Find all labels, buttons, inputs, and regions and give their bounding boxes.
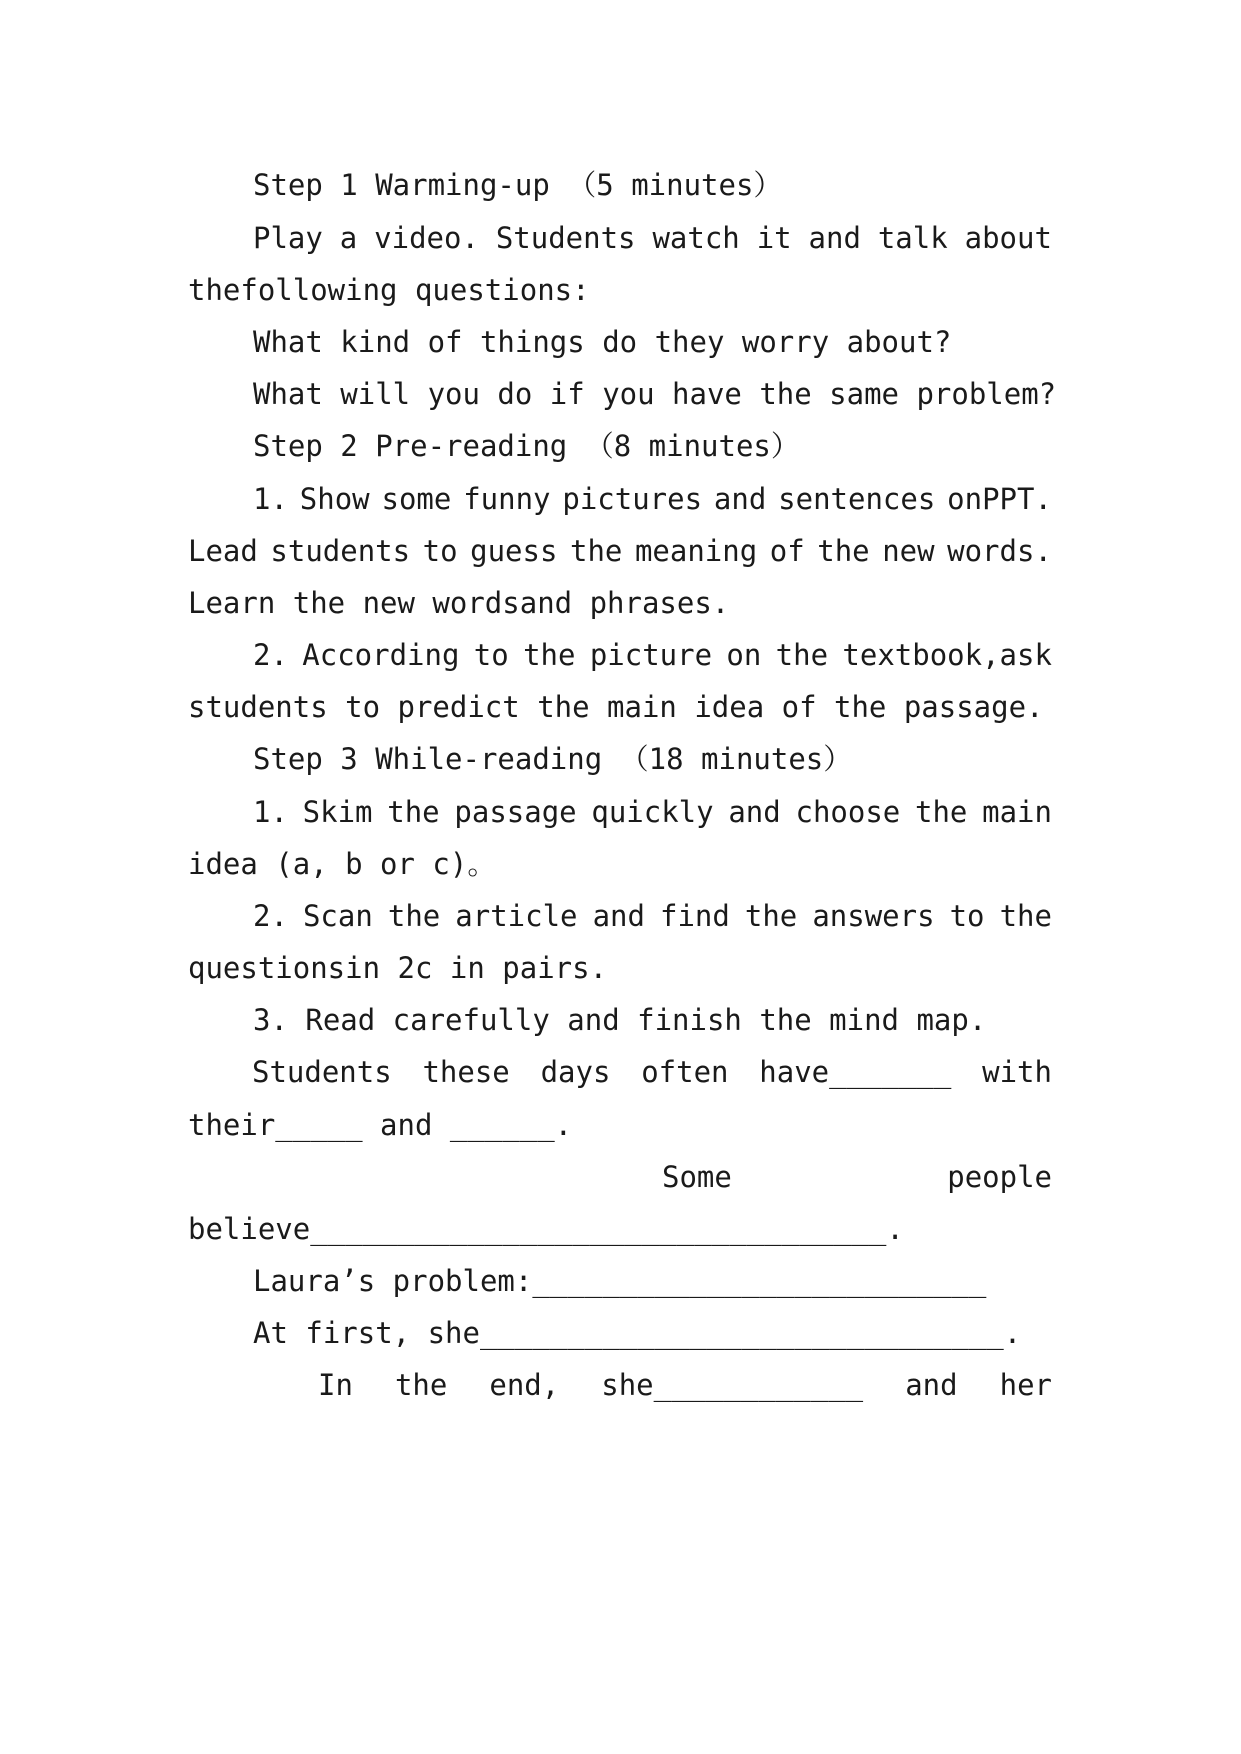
step1-paragraph-line-2: thefollowing questions: xyxy=(188,273,590,307)
step3-item2-line-2: questionsin 2c in pairs. xyxy=(188,951,608,985)
word: picture xyxy=(589,638,713,672)
word: meaning xyxy=(634,534,758,568)
word: Skim xyxy=(302,795,373,829)
word: the xyxy=(523,638,576,672)
word: Play xyxy=(253,221,323,255)
word: 1. xyxy=(253,795,288,829)
word: onPPT. xyxy=(947,482,1052,516)
word: the xyxy=(999,899,1052,933)
word: it xyxy=(756,221,792,255)
word: talk xyxy=(877,221,948,255)
word: have_______ xyxy=(759,1055,952,1089)
word: she____________ xyxy=(601,1368,864,1402)
word: the xyxy=(570,534,623,568)
word: pictures xyxy=(562,482,703,516)
word: main xyxy=(982,795,1052,829)
word: choose xyxy=(795,795,901,829)
step1-heading: Step 1 Warming-up （5 minutes） xyxy=(253,168,783,202)
word: people xyxy=(947,1160,1052,1194)
word: and xyxy=(728,795,781,829)
step3-item3: 3. Read carefully and finish the mind map. xyxy=(253,1003,987,1037)
word: and xyxy=(808,221,861,255)
word: According xyxy=(302,638,460,672)
word: and xyxy=(713,482,767,516)
mind-map-line-4: believe_________________________________. xyxy=(188,1212,904,1246)
word: the xyxy=(915,795,968,829)
step3-heading: Step 3 While-reading （18 minutes） xyxy=(253,742,853,776)
word: new xyxy=(882,534,935,568)
step2-item2-line-2: students to predict the main idea of the passage. xyxy=(188,690,1044,724)
laura-problem-line: Laura’s problem:__________________________ xyxy=(253,1264,987,1298)
word: some xyxy=(381,482,452,516)
step3-item2-line-1 xyxy=(253,896,1052,936)
word: In xyxy=(318,1368,353,1402)
word: Show xyxy=(299,482,370,516)
step3-item1-line-2: idea (a, b or c)。 xyxy=(188,847,497,881)
word: quickly xyxy=(591,795,714,829)
step1-paragraph-line-1 xyxy=(253,218,1052,258)
word: students xyxy=(270,534,411,568)
word: and xyxy=(905,1368,958,1402)
step2-heading: Step 2 Pre-reading （8 minutes） xyxy=(253,429,800,463)
word: 2. xyxy=(253,899,288,933)
step2-item1-line-1 xyxy=(253,479,1052,519)
word: days xyxy=(540,1055,611,1089)
mind-map-line-2: their_____ and ______. xyxy=(188,1108,573,1142)
word: the xyxy=(387,795,440,829)
word: Some xyxy=(662,1160,732,1194)
step3-item1-line-1 xyxy=(253,792,1052,832)
in-the-end-line xyxy=(318,1365,1052,1405)
word: the xyxy=(394,1368,448,1402)
word: a xyxy=(339,221,358,255)
word: about xyxy=(964,221,1052,255)
word: funny xyxy=(463,482,551,516)
word: the xyxy=(387,899,441,933)
word: often xyxy=(641,1055,729,1089)
word: 2. xyxy=(253,638,288,672)
word: end, xyxy=(489,1368,560,1402)
word: her xyxy=(999,1368,1052,1402)
question-2: What will you do if you have the same problem? xyxy=(253,377,1057,411)
word: the xyxy=(775,638,829,672)
word: answers xyxy=(812,899,935,933)
word: Students xyxy=(252,1055,392,1089)
mind-map-line-3 xyxy=(662,1157,1052,1197)
word: to xyxy=(473,638,509,672)
word: video. xyxy=(374,221,479,255)
word: article xyxy=(455,899,578,933)
at-first-line: At first, she______________________________. xyxy=(253,1316,1022,1350)
word: to xyxy=(422,534,458,568)
word: to xyxy=(949,899,985,933)
word: Students xyxy=(495,221,636,255)
word: Scan xyxy=(302,899,373,933)
step2-item1-line-3: Learn the new wordsand phrases. xyxy=(188,586,730,620)
word: find xyxy=(660,899,730,933)
word: Lead xyxy=(188,534,258,568)
word: guess xyxy=(470,534,558,568)
mind-map-line-1 xyxy=(252,1052,1052,1092)
word: the xyxy=(817,534,870,568)
word: on xyxy=(726,638,762,672)
word: sentences xyxy=(778,482,936,516)
word: these xyxy=(422,1055,510,1089)
word: with xyxy=(982,1055,1052,1089)
step2-item1-line-2 xyxy=(188,531,1052,571)
question-1: What kind of things do they worry about? xyxy=(253,325,952,359)
step2-item2-line-1 xyxy=(253,635,1052,675)
word: the xyxy=(744,899,798,933)
word: passage xyxy=(454,795,577,829)
word: 1. xyxy=(253,482,288,516)
word: words. xyxy=(947,534,1052,568)
word: of xyxy=(769,534,805,568)
word: and xyxy=(592,899,645,933)
word: textbook,ask xyxy=(842,638,1052,672)
word: watch xyxy=(652,221,740,255)
